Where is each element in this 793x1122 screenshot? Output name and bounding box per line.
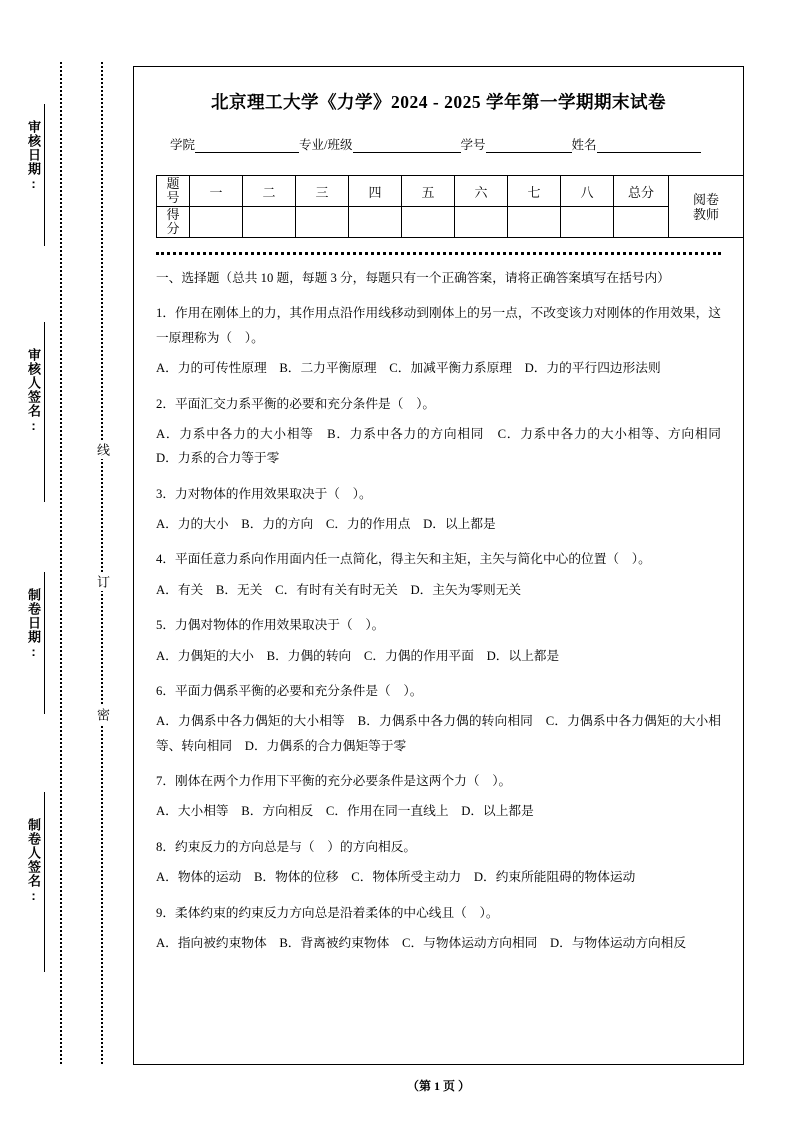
student-id-field[interactable] [461,135,572,153]
col-header-3: 三 [296,176,349,207]
row-header-question-number [157,176,190,207]
student-id-input[interactable] [486,139,572,153]
col-header-2: 二 [243,176,296,207]
score-cell-1[interactable] [190,207,243,238]
review-date-rule [44,104,45,246]
review-date-label: 审核日期: [26,120,41,192]
question-1-options: A．力的可传性原理 B．二力平衡原理 C．加减平衡力系原理 D．力的平行四边形法则 [156,361,661,376]
grader-label-line2: 教师 [692,206,719,222]
score-cell-4[interactable] [349,207,402,238]
score-summary-table [156,175,744,238]
question-1-stem: 1．作用在刚体上的力，其作用点沿作用线移动到刚体上的另一点，不改变该力对刚体的作用效果，这一原理称为（ ）。 [156,306,721,345]
name-field[interactable] [572,135,701,153]
question-2-stem: 2．平面汇交力系平衡的必要和充分条件是（ ）。 [156,396,436,411]
college-field[interactable] [170,135,299,153]
margin-dotted-line-inner [60,62,62,1064]
produce-date-rule [44,572,45,714]
grader-label-line1: 阅卷 [692,191,719,207]
score-cell-6[interactable] [455,207,508,238]
row-header-score-char2: 分 [166,221,180,236]
exam-paper-frame [133,66,744,1065]
question-8-stem: 8．约束反力的方向总是与（ ）的方向相反。 [156,839,417,854]
col-header-1: 一 [190,176,243,207]
student-id-label: 学号 [460,138,486,152]
col-header-total: 总分 [614,176,669,207]
col-header-5: 五 [402,176,455,207]
question-3-stem: 3．力对物体的作用效果取决于（ ）。 [156,486,372,501]
section-one-heading: 一、选择题（总共 10 题，每题 3 分，每题只有一个正确答案，请将正确答案填写在括号内） [156,271,670,285]
question-4-options: A．有关 B．无关 C．有时有关有时无关 D．主矢为零则无关 [156,582,522,597]
row-header-question-number-char1: 题 [166,176,180,191]
col-header-6: 六 [455,176,508,207]
major-class-input[interactable] [353,139,461,153]
major-class-field[interactable] [299,135,460,153]
college-label: 学院 [170,138,196,152]
question-5-stem: 5．力偶对物体的作用效果取决于（ ）。 [156,618,385,633]
question-6-stem: 6．平面力偶系平衡的必要和充分条件是（ ）。 [156,683,423,698]
question-4-stem: 4．平面任意力系向作用面内任一点简化，得主矢和主矩，主矢与简化中心的位置（ ）。 [156,552,651,567]
col-header-grader [669,176,744,238]
score-cell-5[interactable] [402,207,455,238]
identity-fields-row [156,135,721,153]
page-footer: （第 1 页 ） [406,1079,470,1093]
col-header-8: 八 [561,176,614,207]
row-header-score [157,207,190,238]
page-title: 北京理工大学《力学》2024 - 2025 学年第一学期期末试卷 [211,92,666,112]
score-cell-total[interactable] [614,207,669,238]
question-body [156,266,734,955]
table-row-question-numbers [157,176,744,207]
score-cell-2[interactable] [243,207,296,238]
score-cell-3[interactable] [296,207,349,238]
question-5-options: A．力偶矩的大小 B．力偶的转向 C．力偶的作用平面 D．以上都是 [156,648,560,663]
major-class-label: 专业/班级 [299,138,353,152]
producer-signature-rule [44,792,45,972]
reviewer-signature-rule [44,322,45,502]
question-2-options: A．力系中各力的大小相等 B．力系中各力的方向相同 C．力系中各力的大小相等、方向相同 D．力系的合力等于零 [156,426,734,466]
seal-char-mi: 密 [92,705,112,724]
row-header-question-number-char2: 号 [166,190,180,205]
question-7-options: A．大小相等 B．方向相反 C．作用在同一直线上 D．以上都是 [156,804,534,819]
question-9-stem: 9．柔体约束的约束反力方向总是沿着柔体的中心线且（ ）。 [156,905,499,920]
row-header-score-char1: 得 [166,207,180,222]
college-input[interactable] [195,139,299,153]
question-3-options: A．力的大小 B．力的方向 C．力的作用点 D．以上都是 [156,517,496,531]
produce-date-label: 制卷日期: [26,588,41,660]
margin-dotted-line-outer [101,62,103,1064]
table-row-scores [157,207,744,238]
score-cell-7[interactable] [508,207,561,238]
reviewer-signature-label: 审核人签名: [26,348,41,434]
question-8-options: A．物体的运动 B．物体的位移 C．物体所受主动力 D．约束所能阻碍的物体运动 [156,870,636,885]
seal-char-ding: 订 [92,572,112,591]
name-input[interactable] [597,139,701,153]
question-7-stem: 7．刚体在两个力作用下平衡的充分必要条件是这两个力（ ）。 [156,774,512,788]
seal-char-line: 线 [92,440,112,459]
left-margin-strip [0,0,133,1122]
col-header-4: 四 [349,176,402,207]
producer-signature-label: 制卷人签名: [26,818,41,904]
question-9-options: A．指向被约束物体 B．背离被约束物体 C．与物体运动方向相同 D．与物体运动方向相反 [156,935,687,950]
col-header-7: 七 [508,176,561,207]
name-label: 姓名 [571,138,597,152]
score-cell-8[interactable] [561,207,614,238]
question-6-options: A．力偶系中各力偶矩的大小相等 B．力偶系中各力偶的转向相同 C．力偶系中各力偶矩的大小相等、转向相同 D．力偶系的合力偶矩等于零 [156,714,721,753]
section-divider-dotted-rule [156,252,721,255]
